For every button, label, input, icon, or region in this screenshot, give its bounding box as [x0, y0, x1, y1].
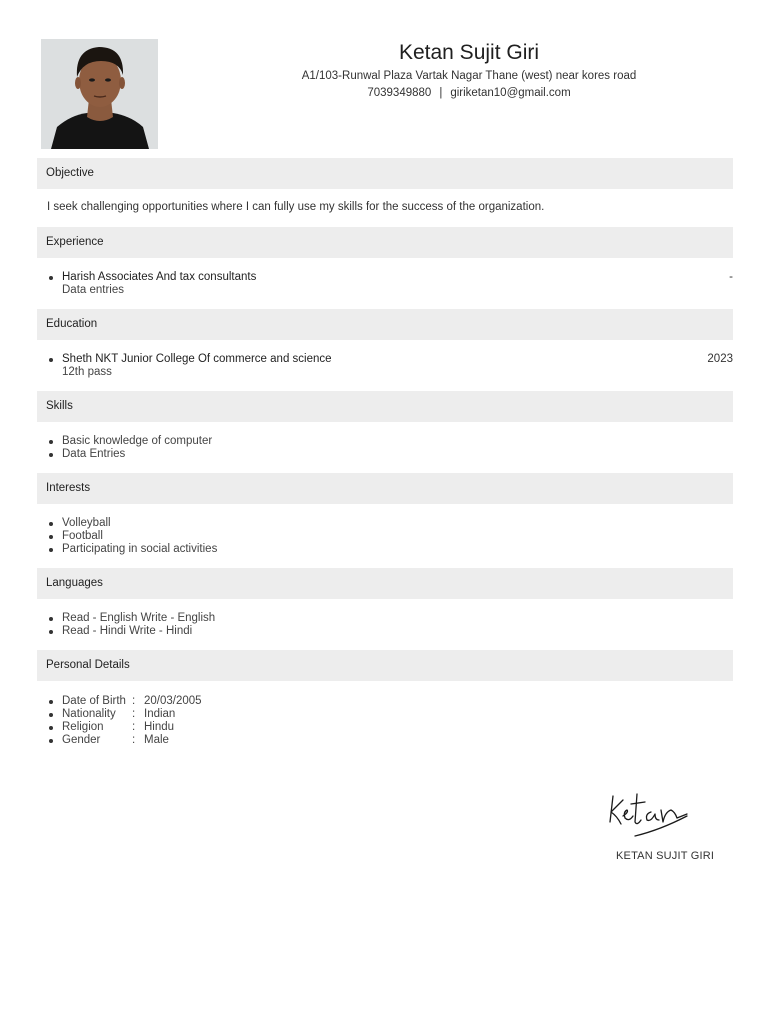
- detail-colon: :: [132, 734, 136, 746]
- skill-item: Data Entries: [47, 448, 733, 461]
- interest-item: Volleyball: [47, 517, 733, 530]
- email-address: giriketan10@gmail.com: [450, 87, 571, 99]
- detail-value: Hindu: [144, 721, 175, 733]
- language-item: Read - English Write - English: [47, 612, 733, 625]
- education-institution: Sheth NKT Junior College Of commerce and science: [62, 353, 332, 365]
- interest-item: Participating in social activities: [47, 543, 733, 556]
- handwritten-signature: [605, 786, 695, 842]
- education-qualification: 12th pass: [62, 366, 112, 378]
- experience-role: Data entries: [62, 284, 125, 296]
- contact-separator: |: [439, 87, 443, 99]
- skill-item: Basic knowledge of computer: [47, 435, 733, 448]
- detail-colon: :: [132, 708, 136, 720]
- section-header-personal-details: Personal Details: [37, 650, 733, 681]
- education-list: [47, 353, 733, 379]
- candidate-address: A1/103-Runwal Plaza Vartak Nagar Thane (west) near kores road: [301, 70, 637, 82]
- skills-list: [47, 435, 733, 461]
- personal-detail-row: [47, 721, 733, 734]
- experience-date: -: [729, 271, 733, 283]
- language-item: Read - Hindi Write - Hindi: [47, 625, 733, 638]
- education-item: [47, 353, 733, 379]
- personal-details-list: [47, 695, 733, 747]
- detail-colon: :: [132, 695, 136, 707]
- experience-item: [47, 271, 733, 297]
- signature-printed-name: KETAN SUJIT GIRI: [616, 850, 715, 862]
- candidate-name: Ketan Sujit Giri: [398, 41, 540, 64]
- detail-value: Male: [144, 734, 169, 746]
- languages-list: [47, 612, 733, 638]
- detail-colon: :: [132, 721, 136, 733]
- section-header-languages: Languages: [37, 568, 733, 599]
- section-header-experience: Experience: [37, 227, 733, 258]
- contact-line: [170, 86, 768, 101]
- resume-header: [170, 40, 768, 101]
- experience-company: Harish Associates And tax consultants: [62, 271, 257, 283]
- section-header-interests: Interests: [37, 473, 733, 504]
- detail-label: Date of Birth: [62, 695, 126, 707]
- detail-label: Nationality: [62, 708, 116, 720]
- section-header-objective: Objective: [37, 158, 733, 189]
- section-header-skills: Skills: [37, 391, 733, 422]
- objective-text: I seek challenging opportunities where I can fully use my skills for the success of the organization.: [47, 201, 545, 213]
- personal-detail-row: [47, 695, 733, 708]
- interests-list: [47, 517, 733, 556]
- detail-value: 20/03/2005: [144, 695, 202, 707]
- detail-label: Religion: [62, 721, 104, 733]
- detail-label: Gender: [62, 734, 101, 746]
- personal-detail-row: [47, 734, 733, 747]
- experience-list: [47, 271, 733, 297]
- interest-item: Football: [47, 530, 733, 543]
- section-header-education: Education: [37, 309, 733, 340]
- education-year: 2023: [707, 353, 733, 365]
- detail-value: Indian: [144, 708, 176, 720]
- personal-detail-row: [47, 708, 733, 721]
- profile-photo: [41, 39, 158, 149]
- phone-number: 7039349880: [367, 87, 432, 99]
